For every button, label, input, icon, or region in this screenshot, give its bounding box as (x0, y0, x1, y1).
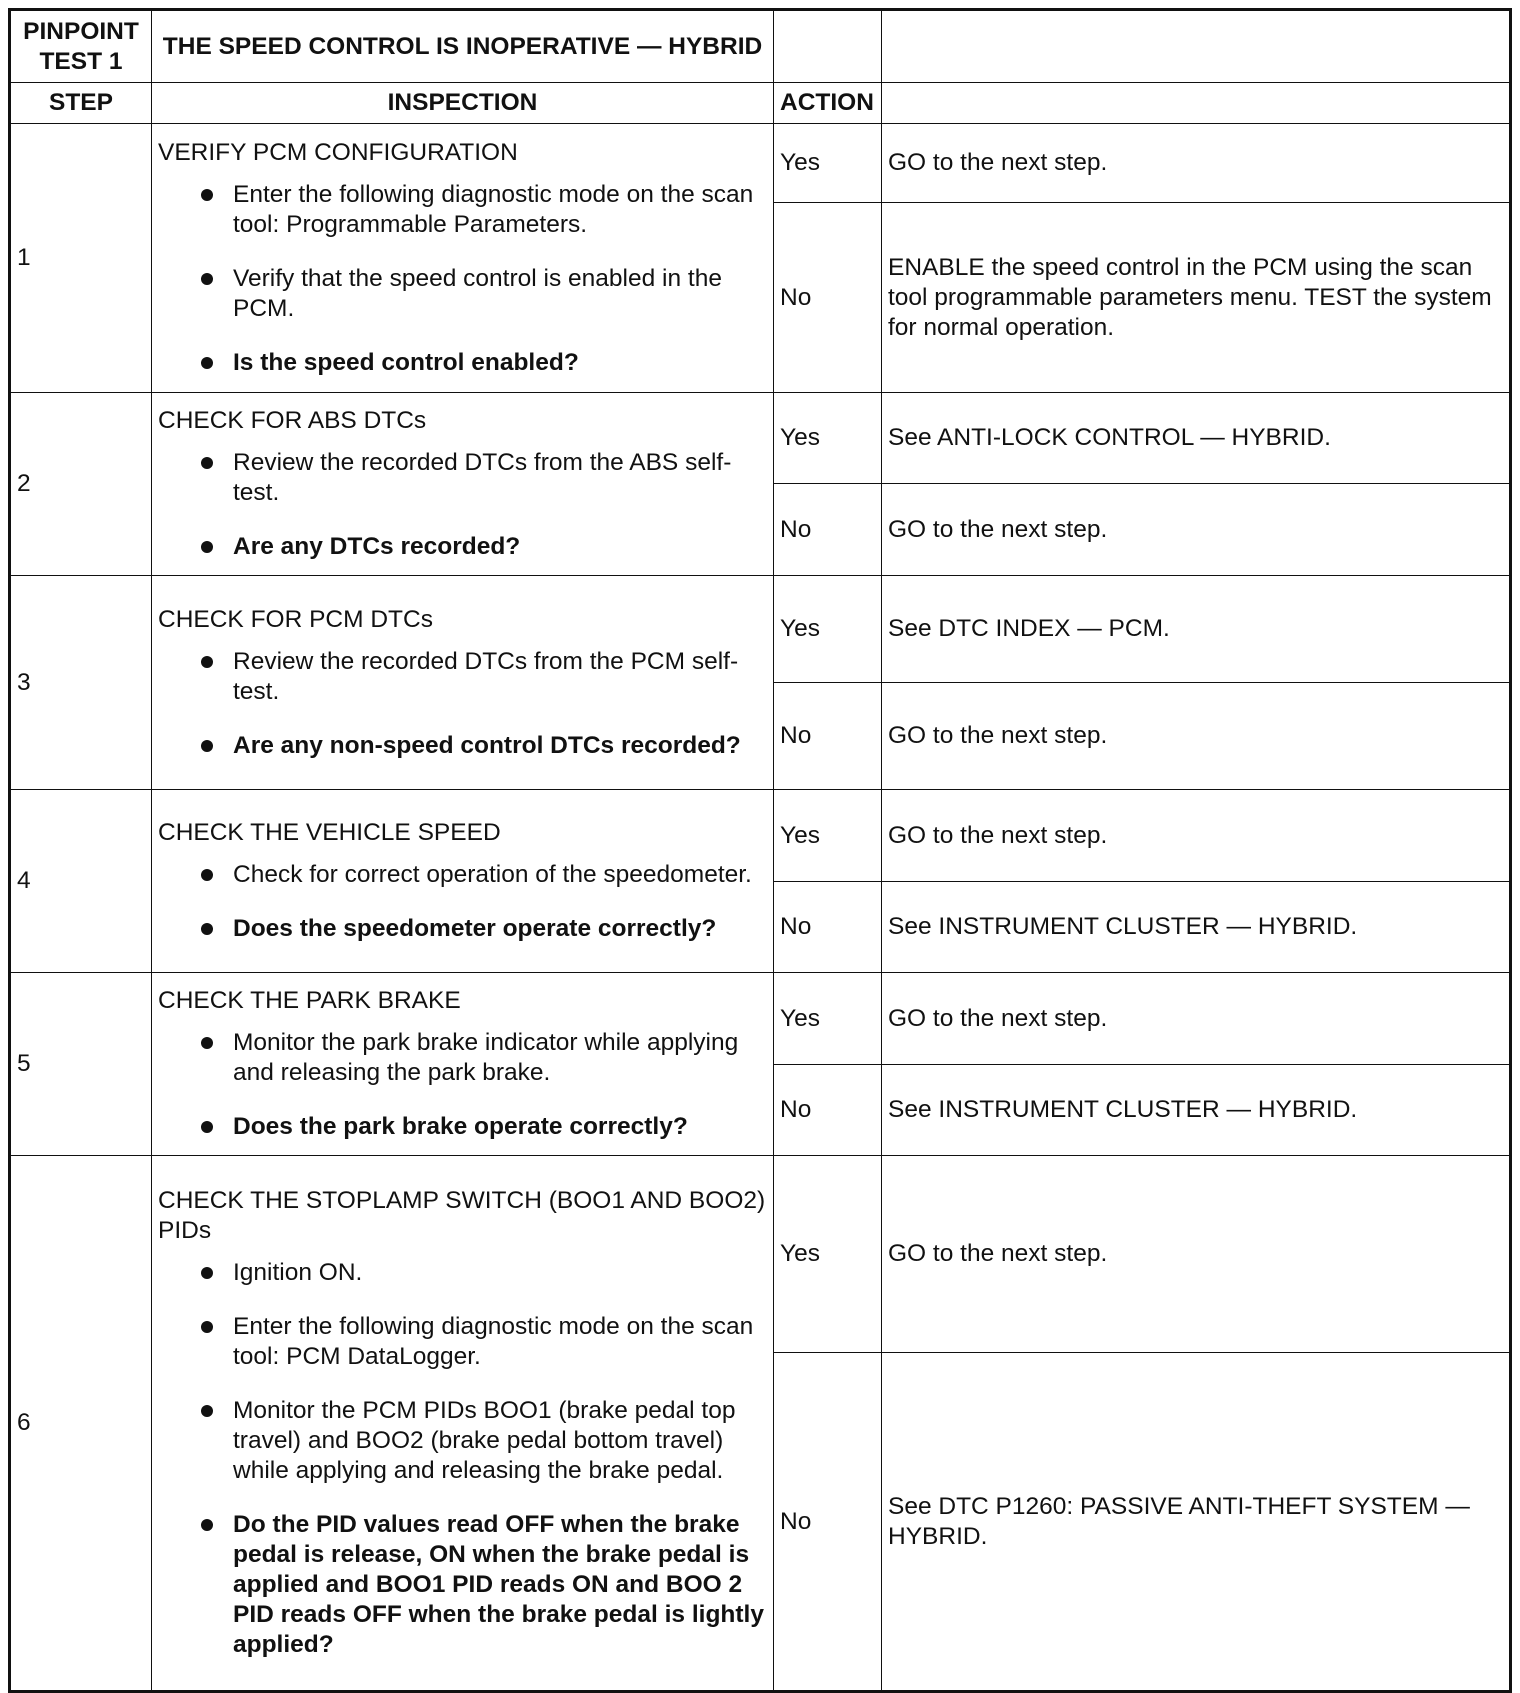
inspection-cell (152, 973, 774, 1156)
action-yes-label: Yes (774, 973, 882, 1065)
action-no-result: See DTC P1260: PASSIVE ANTI-THEFT SYSTEM — HYBRID. (882, 1353, 1511, 1692)
col-step-header: STEP (10, 83, 152, 124)
action-yes-label: Yes (774, 1156, 882, 1353)
inspection-bullets (158, 1028, 767, 1142)
inspection-title: CHECK FOR PCM DTCs (158, 605, 433, 633)
action-yes-label: Yes (774, 790, 882, 882)
pinpoint-test-table (8, 8, 1512, 1693)
inspection-title: CHECK THE VEHICLE SPEED (158, 819, 501, 846)
test-title: THE SPEED CONTROL IS INOPERATIVE — HYBRID (152, 10, 774, 83)
action-yes-result: See DTC INDEX — PCM. (882, 576, 1511, 683)
inspection-cell (152, 124, 774, 393)
step-number: 6 (10, 1156, 152, 1692)
action-no-label: No (774, 882, 882, 973)
step-row (10, 576, 1511, 683)
action-no-label: No (774, 1065, 882, 1156)
step-row (10, 124, 1511, 203)
action-no-result: GO to the next step. (882, 484, 1511, 576)
step-number: 1 (10, 124, 152, 393)
inspection-bullets (158, 1258, 767, 1660)
inspection-bullet: Check for correct operation of the speedometer. (158, 860, 767, 890)
step-number: 5 (10, 973, 152, 1156)
title-row (10, 10, 1511, 83)
inspection-bullets (158, 647, 767, 761)
inspection-cell (152, 393, 774, 576)
col-action-header: ACTION (774, 83, 882, 124)
inspection-question: Is the speed control enabled? (158, 348, 767, 378)
action-no-result: GO to the next step. (882, 683, 1511, 790)
step-row (10, 1156, 1511, 1353)
action-no-label: No (774, 683, 882, 790)
title-empty-action (774, 10, 882, 83)
title-empty-result (882, 10, 1511, 83)
inspection-bullet: Verify that the speed control is enabled in the PCM. (158, 264, 767, 324)
step-number: 4 (10, 790, 152, 973)
step-number: 2 (10, 393, 152, 576)
inspection-title: CHECK THE PARK BRAKE (158, 987, 461, 1014)
col-result-header-empty (882, 83, 1511, 124)
inspection-question: Are any non-speed control DTCs recorded? (158, 731, 767, 761)
action-no-result: See INSTRUMENT CLUSTER — HYBRID. (882, 1065, 1511, 1156)
col-inspection-header: INSPECTION (152, 83, 774, 124)
inspection-title: VERIFY PCM CONFIGURATION (158, 139, 518, 166)
action-yes-label: Yes (774, 124, 882, 203)
inspection-bullet: Review the recorded DTCs from the ABS self-test. (158, 448, 767, 508)
action-no-label: No (774, 1353, 882, 1692)
step-number: 3 (10, 576, 152, 790)
inspection-bullet: Enter the following diagnostic mode on the scan tool: Programmable Parameters. (158, 180, 767, 240)
action-yes-result: See ANTI-LOCK CONTROL — HYBRID. (882, 393, 1511, 484)
inspection-cell (152, 1156, 774, 1692)
inspection-question: Does the park brake operate correctly? (158, 1112, 767, 1142)
action-yes-result: GO to the next step. (882, 973, 1511, 1065)
action-no-result: See INSTRUMENT CLUSTER — HYBRID. (882, 882, 1511, 973)
inspection-bullet: Monitor the PCM PIDs BOO1 (brake pedal top travel) and BOO2 (brake pedal bottom travel) while applying and releasing the brake pedal. (158, 1396, 767, 1486)
action-yes-label: Yes (774, 576, 882, 683)
inspection-question: Does the speedometer operate correctly? (158, 914, 767, 944)
inspection-bullets (158, 860, 767, 944)
action-no-label: No (774, 484, 882, 576)
inspection-bullets (158, 448, 767, 562)
inspection-cell (152, 790, 774, 973)
action-yes-result: GO to the next step. (882, 124, 1511, 203)
inspection-cell (152, 576, 774, 790)
action-no-label: No (774, 203, 882, 393)
inspection-bullets (158, 180, 767, 378)
step-row (10, 973, 1511, 1065)
inspection-bullet: Enter the following diagnostic mode on the scan tool: PCM DataLogger. (158, 1312, 767, 1372)
inspection-bullet: Review the recorded DTCs from the PCM self-test. (158, 647, 767, 707)
inspection-title: CHECK THE STOPLAMP SWITCH (BOO1 AND BOO2) PIDs (158, 1187, 766, 1244)
test-id: PINPOINT TEST 1 (10, 10, 152, 83)
inspection-question: Are any DTCs recorded? (158, 532, 767, 562)
action-yes-label: Yes (774, 393, 882, 484)
action-yes-result: GO to the next step. (882, 1156, 1511, 1353)
step-row (10, 393, 1511, 484)
action-yes-result: GO to the next step. (882, 790, 1511, 882)
inspection-bullet: Ignition ON. (158, 1258, 767, 1288)
inspection-title: CHECK FOR ABS DTCs (158, 407, 427, 434)
inspection-bullet: Monitor the park brake indicator while applying and releasing the park brake. (158, 1028, 767, 1088)
column-header-row (10, 83, 1511, 124)
action-no-result: ENABLE the speed control in the PCM using the scan tool programmable parameters menu. TEST the system for normal operation. (882, 203, 1511, 393)
step-row (10, 790, 1511, 882)
inspection-question: Do the PID values read OFF when the brake pedal is release, ON when the brake pedal is applied and BOO1 PID reads ON and BOO 2 PID reads OFF when the brake pedal is lightly applied? (158, 1510, 767, 1660)
